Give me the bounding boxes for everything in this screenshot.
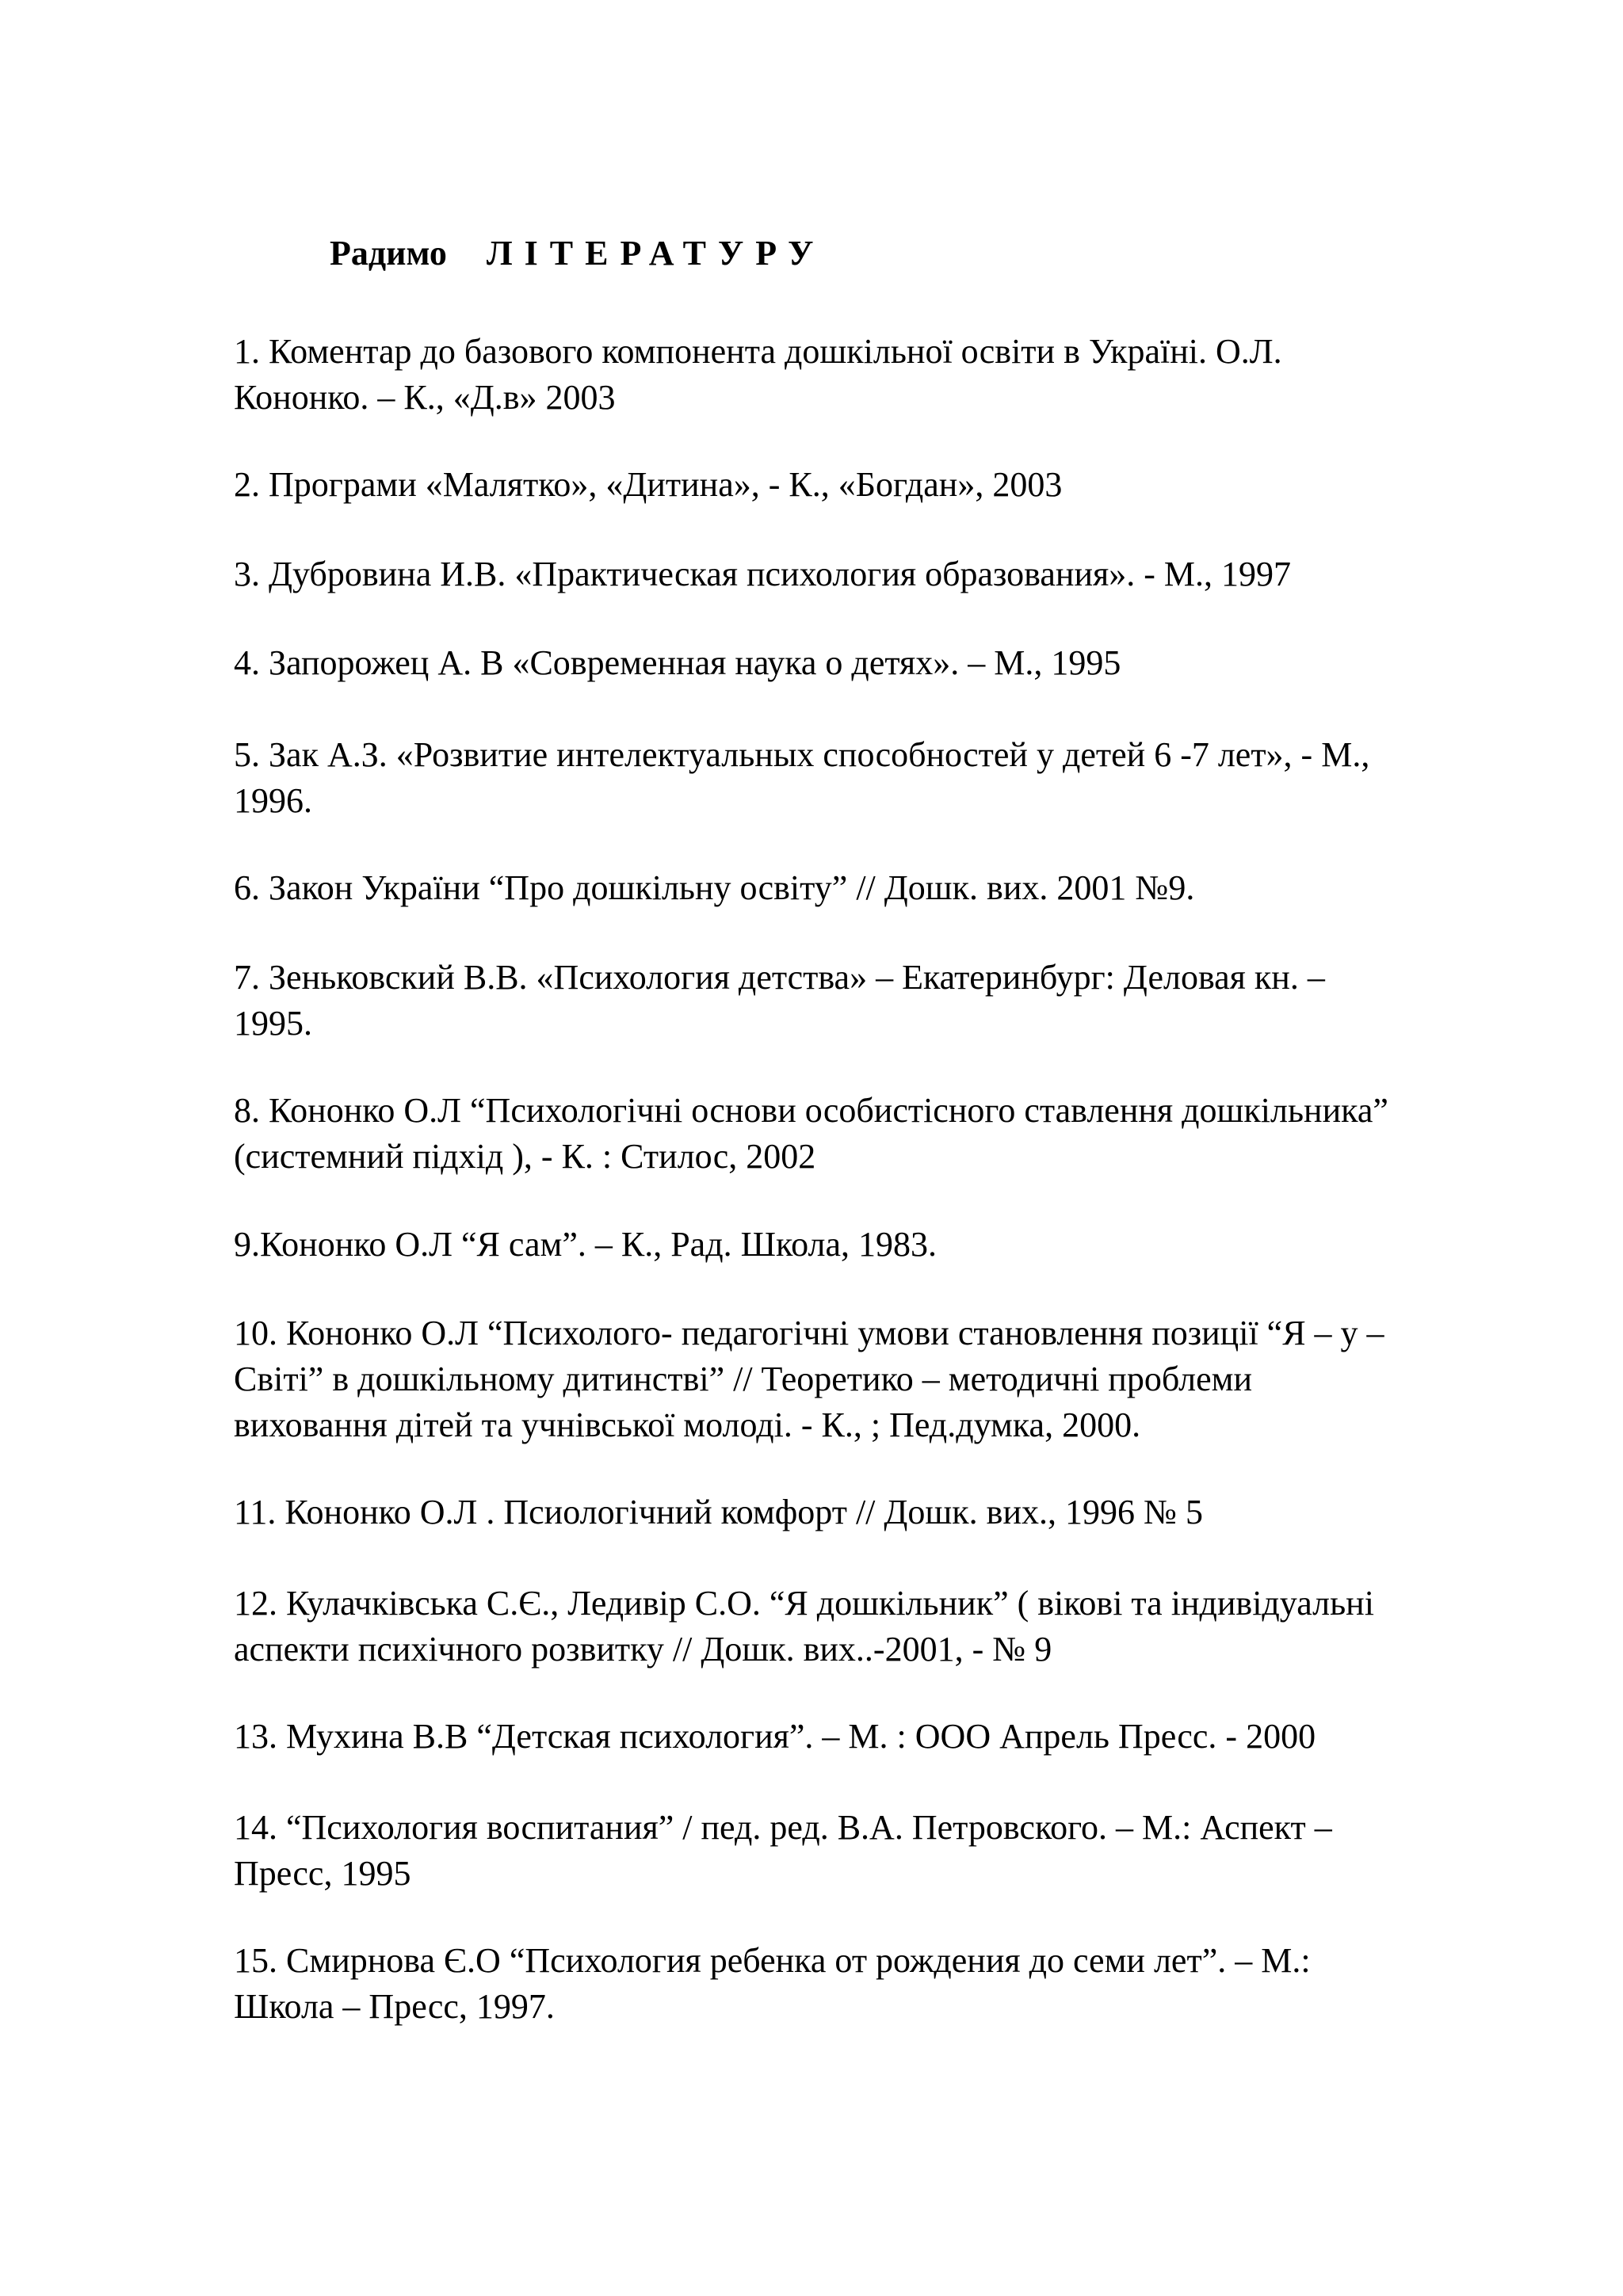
reference-item [234,1938,1533,2030]
reference-line: Кононко. – К., «Д.в» 2003 [234,378,616,417]
reference-item [234,1581,1533,1672]
reference-line: 7. Зеньковский В.В. «Психология детства» – Екатеринбург: Деловая кн. – [234,958,1325,997]
reference-line: 1. Коментар до базового компонента дошкільної освіти в Україні. О.Л. [234,332,1282,371]
reference-line: Школа – Пресс, 1997. [234,1987,555,2026]
reference-line: Пресс, 1995 [234,1854,411,1893]
page-title [330,230,825,277]
reference-line: 14. “Психология воспитания” / пед. ред. В.А. Петровского. – М.: Аспект – [234,1808,1332,1847]
reference-item [234,1310,1533,1448]
reference-item [234,1805,1533,1897]
reference-line: 1995. [234,1004,312,1043]
reference-item [234,551,1533,597]
reference-item [234,640,1533,686]
reference-line: (системний підхід ), - К. : Стилос, 2002 [234,1137,816,1176]
title-word-literature: ЛІТЕРАТУРУ [486,234,826,273]
reference-line: 1996. [234,781,312,820]
reference-line: 12. Кулачківська С.Є., Ледивір С.О. “Я дошкільник” ( вікові та індивідуальні [234,1584,1374,1623]
reference-item [234,1714,1533,1760]
reference-line: аспекти психічного розвитку // Дошк. вих..-2001, - № 9 [234,1630,1052,1669]
reference-line: 8. Кононко О.Л “Психологічні основи особистісного ставлення дошкільника” [234,1091,1388,1130]
reference-item [234,732,1533,824]
reference-item [234,1222,1533,1268]
reference-item [234,865,1533,911]
reference-line: виховання дітей та учнівської молоді. - К., ; Пед.думка, 2000. [234,1405,1141,1444]
reference-line: 2. Програми «Малятко», «Дитина», - К., «Богдан», 2003 [234,465,1063,504]
title-word-recommend: Радимо [330,234,447,273]
reference-line: 5. Зак А.З. «Розвитие интелектуальных способностей у детей 6 -7 лет», - М., [234,735,1370,774]
reference-item [234,462,1533,508]
reference-line: 13. Мухина В.В “Детская психология”. – М. : ООО Апрель Пресс. - 2000 [234,1717,1316,1756]
reference-line: 15. Смирнова Є.О “Психология ребенка от рождения до семи лет”. – М.: [234,1941,1311,1980]
reference-item [234,1489,1533,1535]
reference-item [234,955,1533,1047]
reference-item [234,329,1533,421]
reference-line: 3. Дубровина И.В. «Практическая психология образования». - М., 1997 [234,555,1292,593]
reference-line: 10. Кононко О.Л “Психолого- педагогічні умови становлення позиції “Я – у – [234,1314,1384,1352]
reference-line: 4. Запорожец А. В «Современная наука о детях». – М., 1995 [234,643,1121,682]
reference-line: Світі” в дошкільному дитинстві” // Теоретико – методичні проблеми [234,1360,1253,1398]
reference-line: 11. Кононко О.Л . Псиологічний комфорт // Дошк. вих., 1996 № 5 [234,1493,1203,1531]
reference-line: 9.Кононко О.Л “Я сам”. – К., Рад. Школа, 1983. [234,1225,938,1264]
reference-line: 6. Закон України “Про дошкільну освіту” // Дошк. вих. 2001 №9. [234,868,1195,907]
reference-item [234,1088,1533,1180]
